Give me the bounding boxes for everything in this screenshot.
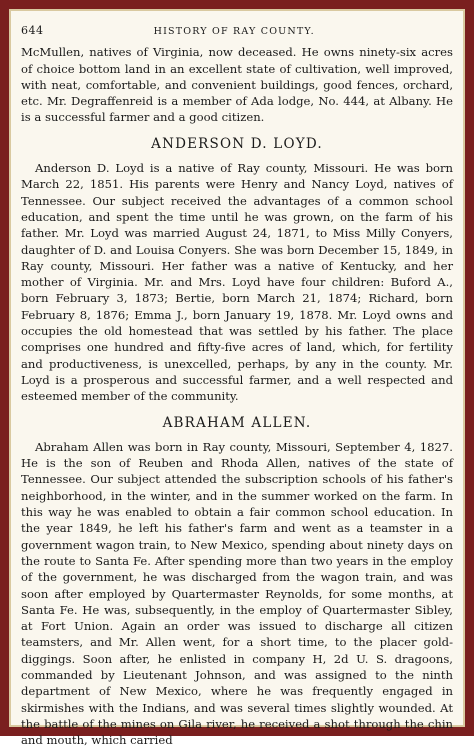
paragraph: Abraham Allen was born in Ray county, Missouri, September 4, 1827. He is the son of Reuben and Rhoda Allen, natives of the state of Tennessee. Our subject attended the subscription schools of his father's neighborhood, in the winter, and in the summer worked on the farm. In this way he was enabled to obtain a fair common school education. In the year 1849, he left his father's farm and went as a teamster in a government wagon train, to New Mexico, spending about ninety days on the route to Santa Fe. After spending more than two years in the employ of the government, he was discharged from the wagon train, and was soon after employed by Quartermaster Reynolds, for some months, at Santa Fe. He was, subsequently, in the employ of Quartermaster Sibley, at Fort Union. Again an order was issued to discharge all citizen teamsters, and Mr. Allen went, for a short time, to the placer gold-diggings. Soon after, he enlisted in company H, 2d U. S. dragoons, commanded by Lieutenant Johnson, and was assigned to the ninth department of New Mexico, where he was frequently engaged in skirmishes with the Indians, and was several times slightly wounded. At the battle of the mines on Gila river, he received a shot through the chin and mouth, which carried bbox=[21, 439, 453, 748]
continued-biography bbox=[21, 44, 453, 125]
page-border bbox=[9, 9, 465, 748]
section-heading: ABRAHAM ALLEN. bbox=[162, 414, 312, 431]
book-page bbox=[21, 23, 453, 748]
paragraph: Anderson D. Loyd is a native of Ray county, Missouri. He was born March 22, 1851. His parents were Henry and Nancy Loyd, natives of Tennessee. Our subject received the advantages of a common school education, and spent the time until he was grown, on the farm of his father. Mr. Loyd was married August 24, 1871, to Miss Milly Conyers, daughter of D. and Louisa Conyers. She was born December 15, 1849, in Ray county, Missouri. Her father was a native of Kentucky, and her mother of Virginia. Mr. and Mrs. Loyd have four children: Buford A., born February 3, 1873; Bertie, born March 21, 1874; Richard, born February 8, 1876; Emma J., born January 19, 1878. Mr. Loyd owns and occupies the old homestead that was settled by his father. The place comprises one hundred and fifty-five acres of land, which, for fertility and productiveness, is unexcelled, perhaps, by any in the county. Mr. Loyd is a prosperous and successful farmer, and a well respected and esteemed member of the community. bbox=[21, 161, 453, 404]
biography-anderson-loyd bbox=[21, 136, 453, 405]
paragraph: McMullen, natives of Virginia, now deceased. He owns ninety-six acres of choice bottom land in an excellent state of cultivation, well improved, with neat, comfortable, and convenient buildings, good fences, orchard, etc. Mr. Degraffenreid is a member of Ada lodge, No. 444, at Albany. He is a successful farmer and a good citizen. bbox=[21, 45, 453, 125]
section-heading: ANDERSON D. LOYD. bbox=[151, 135, 323, 152]
page-number: 644 bbox=[21, 24, 44, 37]
running-header bbox=[21, 23, 453, 40]
biography-abraham-allen bbox=[21, 415, 453, 748]
running-title: HISTORY OF RAY COUNTY. bbox=[153, 26, 315, 37]
